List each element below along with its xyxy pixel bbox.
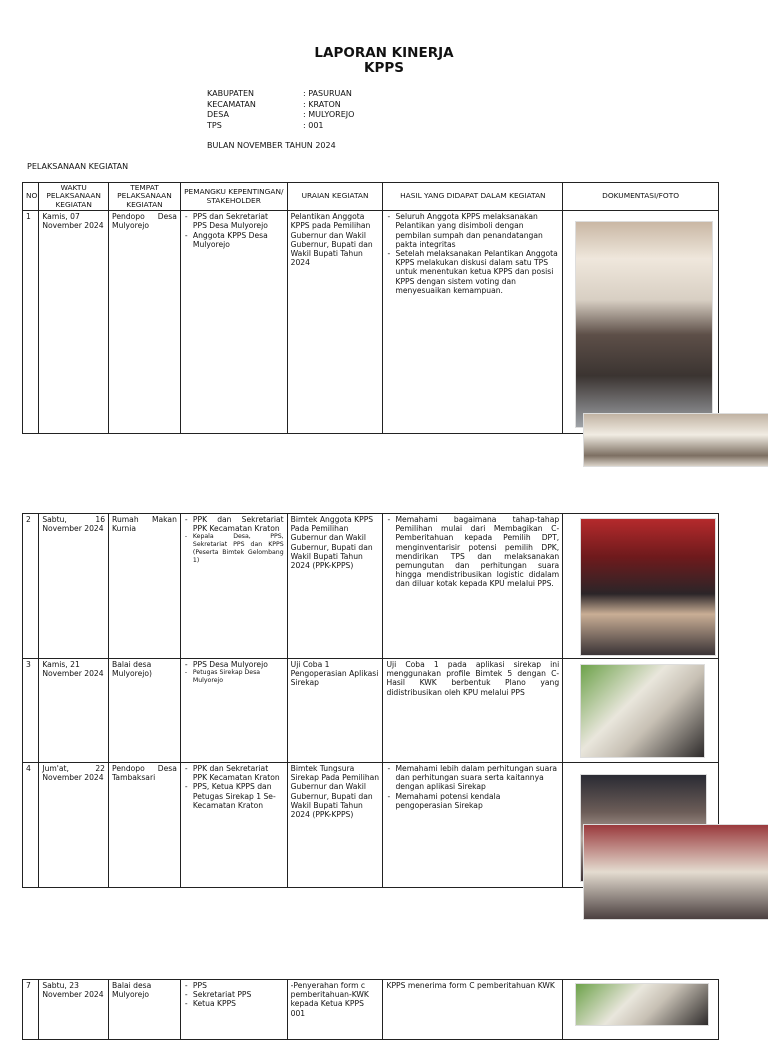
section-heading: PELAKSANAAN KEGIATAN	[27, 162, 129, 171]
row-number: 7	[23, 980, 39, 1040]
report-period: BULAN NOVEMBER TAHUN 2024	[207, 141, 336, 150]
stakeholder-item: - PPS	[193, 981, 284, 990]
row-date: Kamis, 07 November 2024	[39, 211, 109, 434]
column-header: PEMANGKU KEPENTINGAN/ STAKEHOLDER	[180, 183, 287, 211]
meta-key: KECAMATAN	[207, 99, 256, 109]
column-header: HASIL YANG DIDAPAT DALAM KEGIATAN	[383, 183, 563, 211]
result-item: - Seluruh Anggota KPPS melaksanakan Pelantikan yang disimboli dengan pembilan sumpah dan penandatangan pakta integritas	[395, 212, 559, 249]
column-header: TEMPAT PELAKSANAAN KEGIATAN	[109, 183, 181, 211]
row-results: Uji Coba 1 pada aplikasi sirekap ini menggunakan profile Bimtek 5 dengan C-Hasil KWK berbentuk Plano yang didistribusikan oleh KPU melalui PPS	[383, 659, 563, 763]
row-results	[383, 211, 563, 434]
row-description: Bimtek Anggota KPPS Pada Pemilihan Gubernur dan Wakil Gubernur, Bupati dan Wakil Bupati Tahun 2024 (PPK-KPPS)	[287, 514, 383, 659]
stakeholder-item: - Anggota KPPS Desa Mulyorejo	[193, 231, 284, 249]
photo-penyerahan-form	[575, 983, 709, 1026]
row-date: Sabtu, 16 November 2024	[39, 514, 109, 659]
row-place: Pendopo Desa Tambaksari	[109, 763, 181, 888]
stakeholder-item: - Petugas Sirekap Desa Mulyorejo	[193, 669, 284, 685]
row-number: 1	[23, 211, 39, 434]
meta-value: : KRATON	[303, 99, 341, 109]
row-place: Balai desa Mulyorejo	[109, 980, 181, 1040]
column-header: WAKTU PELAKSANAAN KEGIATAN	[39, 183, 109, 211]
row-results: KPPS menerima form C pemberitahuan KWK	[383, 980, 563, 1040]
row-stakeholders	[180, 763, 287, 888]
row-results	[383, 514, 563, 659]
meta-key: KABUPATEN	[207, 89, 255, 98]
row-place: Pendopo Desa Mulyorejo	[109, 211, 181, 434]
row-date: Sabtu, 23 November 2024	[39, 980, 109, 1040]
stakeholder-item: - Kepala Desa, PPS, Sekretariat PPS dan KPPS (Peserta Bimtek Gelombang 1)	[193, 533, 284, 564]
result-item: - Setelah melaksanakan Pelantikan Anggota KPPS melakukan diskusi dalam satu TPS untuk menentukan ketua KPPS dan posisi KPPS dengan sistem voting dan menyesuaikan kemampuan.	[395, 249, 559, 295]
title-line-1: LAPORAN KINERJA	[314, 45, 454, 61]
row-stakeholders	[180, 211, 287, 434]
report-title	[0, 46, 768, 76]
meta-row	[207, 89, 354, 100]
stakeholder-item: - PPS, Ketua KPPS dan Petugas Sirekap 1 Se-Kecamatan Kraton	[193, 782, 284, 810]
report-meta	[207, 89, 354, 131]
result-item: - Memahami bagaimana tahap-tahap Pemilihan mulai dari Membagikan C-Pemberitahuan kepada Pemilih DPT, menginventarisir potensi pemilih DPK, mendirikan TPS dan melaksanakan pemungutan dan perhitungan suara hingga mendistribusikan logistic didalam dan diluar kotak kepada KPU melalui PPS.	[395, 515, 559, 589]
meta-key: TPS	[207, 120, 222, 130]
meta-value: : PASURUAN	[303, 89, 352, 98]
row-number: 3	[23, 659, 39, 763]
photo-bimtek-tungsura-2	[583, 824, 768, 920]
row-description: Pelantikan Anggota KPPS pada Pemilihan Gubernur dan Wakil Gubernur, Bupati dan Wakil Bupati Tahun 2024	[287, 211, 383, 434]
stakeholder-item: - Sekretariat PPS	[193, 990, 284, 999]
meta-row	[207, 121, 354, 132]
column-header: URAIAN KEGIATAN	[287, 183, 383, 211]
row-stakeholders	[180, 980, 287, 1040]
stakeholder-item: - PPS dan Sekretariat PPS Desa Mulyorejo	[193, 212, 284, 230]
result-item: - Memahami potensi kendala pengoperasian Sirekap	[395, 792, 559, 810]
meta-value: : 001	[303, 120, 324, 130]
row-number: 2	[23, 514, 39, 659]
stakeholder-item: - Ketua KPPS	[193, 999, 284, 1008]
row-place: Rumah Makan Kurnia	[109, 514, 181, 659]
row-stakeholders	[180, 659, 287, 763]
result-item: - Memahami lebih dalam perhitungan suara dan perhitungan suara serta kaitannya dengan aplikasi Sirekap	[395, 764, 559, 792]
meta-key: DESA	[207, 110, 229, 120]
meta-value: : MULYOREJO	[303, 110, 355, 120]
row-stakeholders	[180, 514, 287, 659]
row-number: 4	[23, 763, 39, 888]
stakeholder-item: - PPS Desa Mulyorejo	[193, 660, 284, 669]
table-header-row	[23, 183, 719, 211]
stakeholder-item: - PPK dan Sekretariat PPK Kecamatan Kraton	[193, 515, 284, 533]
meta-row	[207, 110, 354, 121]
meta-row	[207, 100, 354, 111]
row-date: Jum'at, 22 November 2024	[39, 763, 109, 888]
photo-pelantikan-group	[575, 221, 713, 428]
photo-bimtek-kpps	[580, 518, 716, 656]
row-date: Kamis, 21 November 2024	[39, 659, 109, 763]
photo-uji-coba-sirekap	[580, 664, 705, 758]
stakeholder-item: - PPK dan Sekretariat PPK Kecamatan Kraton	[193, 764, 284, 782]
row-results	[383, 763, 563, 888]
row-description: Uji Coba 1 Pengoperasian Aplikasi Sirekap	[287, 659, 383, 763]
title-line-2: KPPS	[364, 60, 404, 76]
column-header: NO	[23, 183, 39, 211]
column-header: DOKUMENTASI/FOTO	[563, 183, 719, 211]
photo-pelantikan-hall	[583, 413, 768, 467]
row-description: -Penyerahan form c pemberitahuan-KWK kepada Ketua KPPS 001	[287, 980, 383, 1040]
row-description: Bimtek Tungsura Sirekap Pada Pemilihan Gubernur dan Wakil Gubernur, Bupati dan Wakil Bupati Tahun 2024 (PPK-KPPS)	[287, 763, 383, 888]
row-place: Balai desa Mulyorejo)	[109, 659, 181, 763]
